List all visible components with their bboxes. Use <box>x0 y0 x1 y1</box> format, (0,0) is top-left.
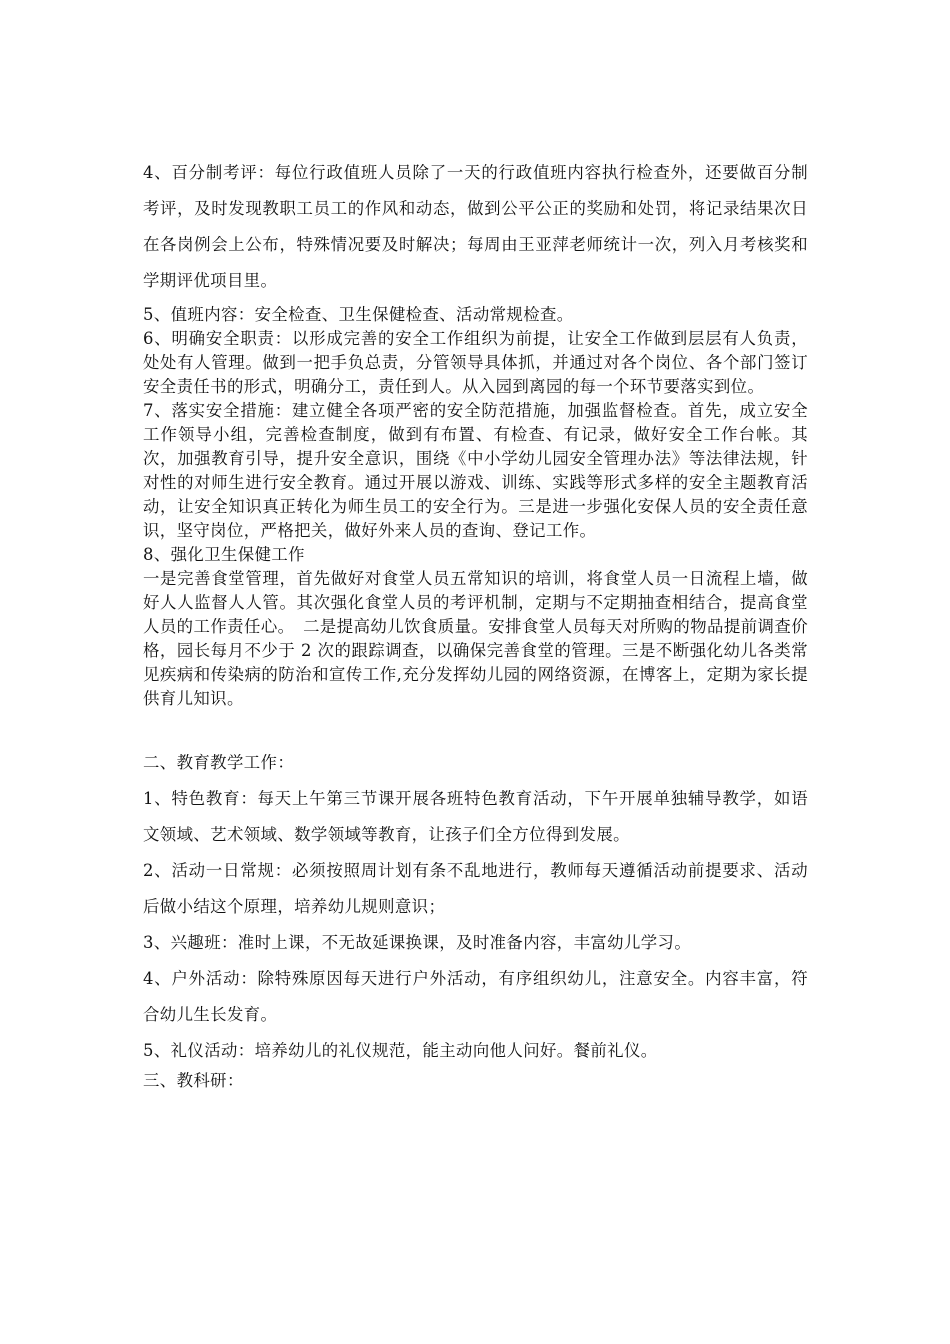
section-heading-research: 三、教科研： <box>143 1071 244 1090</box>
paragraph-safety-measures: 7、落实安全措施：建立健全各项严密的安全防范措施，加强监督检查。首先，成立安全工作领导小组，完善检查制度，做到有布置、有检查、有记录，做好安全工作台帐。其次，加强教育引导，提升安全意识，围绕《中小学幼儿园安全管理办法》等法律法规，针对性的对师生进行安全教育。通过开展以游戏、训练、实践等形式多样的安全主题教育活动，让安全知识真正转化为师生员工的安全行为。三是进一步强化安保人员的安全责任意识，坚守岗位，严格把关，做好外来人员的查询、登记工作。 <box>143 401 808 540</box>
list-item-education: 5、礼仪活动：培养幼儿的礼仪规范，能主动向他人问好。餐前礼仪。 <box>143 1041 658 1060</box>
paragraph-safety-responsibility: 6、明确安全职责：以形成完善的安全工作组织为前提，让安全工作做到层层有人负责，处处有人管理。做到一把手负总责，分管领导具体抓，并通过对各个岗位、各个部门签订安全责任书的形式，明确分工，责任到人。从入园到离园的每一个环节要落实到位。 <box>143 329 808 396</box>
list-item-education: 2、活动一日常规：必须按照周计划有条不乱地进行，教师每天遵循活动前提要求、活动后做小结这个原理，培养幼儿规则意识； <box>143 861 808 916</box>
list-item-education: 1、特色教育：每天上午第三节课开展各班特色教育活动，下午开展单独辅导教学，如语文领域、艺术领域、数学领域等教育，让孩子们全方位得到发展。 <box>143 789 808 844</box>
paragraph-duty-content: 5、值班内容：安全检查、卫生保健检查、活动常规检查。 <box>143 305 574 324</box>
section-heading-education: 二、教育教学工作： <box>143 753 295 772</box>
document-page <box>143 155 808 1093</box>
paragraph-percent-evaluation: 4、百分制考评：每位行政值班人员除了一天的行政值班内容执行检查外，还要做百分制考评，及时发现教职工员工的作风和动态，做到公平公正的奖励和处罚，将记录结果次日在各岗例会上公布，特殊情况要及时解决；每周由王亚萍老师统计一次，列入月考核奖和学期评优项目里。 <box>143 163 808 290</box>
paragraph-health-heading: 8、强化卫生保健工作 <box>143 545 305 564</box>
paragraph-health-details: 一是完善食堂管理，首先做好对食堂人员五常知识的培训，将食堂人员一日流程上墙，做好人人监督人人管。其次强化食堂人员的考评机制，定期与不定期抽查相结合，提高食堂人员的工作责任心。 二是提高幼儿饮食质量。安排食堂人员每天对所购的物品提前调查价格，园长每月不少于 2 次的跟踪调查，以确保完善食堂的管理。三是不断强化幼儿各类常见疾病和传染病的防治和宣传工作,充分发挥幼儿园的网络资源，在博客上，定期为家长提供育儿知识。 <box>143 569 808 708</box>
list-item-education: 3、兴趣班：准时上课，不无故延课换课，及时准备内容，丰富幼儿学习。 <box>143 933 692 952</box>
list-item-education: 4、户外活动：除特殊原因每天进行户外活动，有序组织幼儿，注意安全。内容丰富，符合幼儿生长发育。 <box>143 969 808 1024</box>
